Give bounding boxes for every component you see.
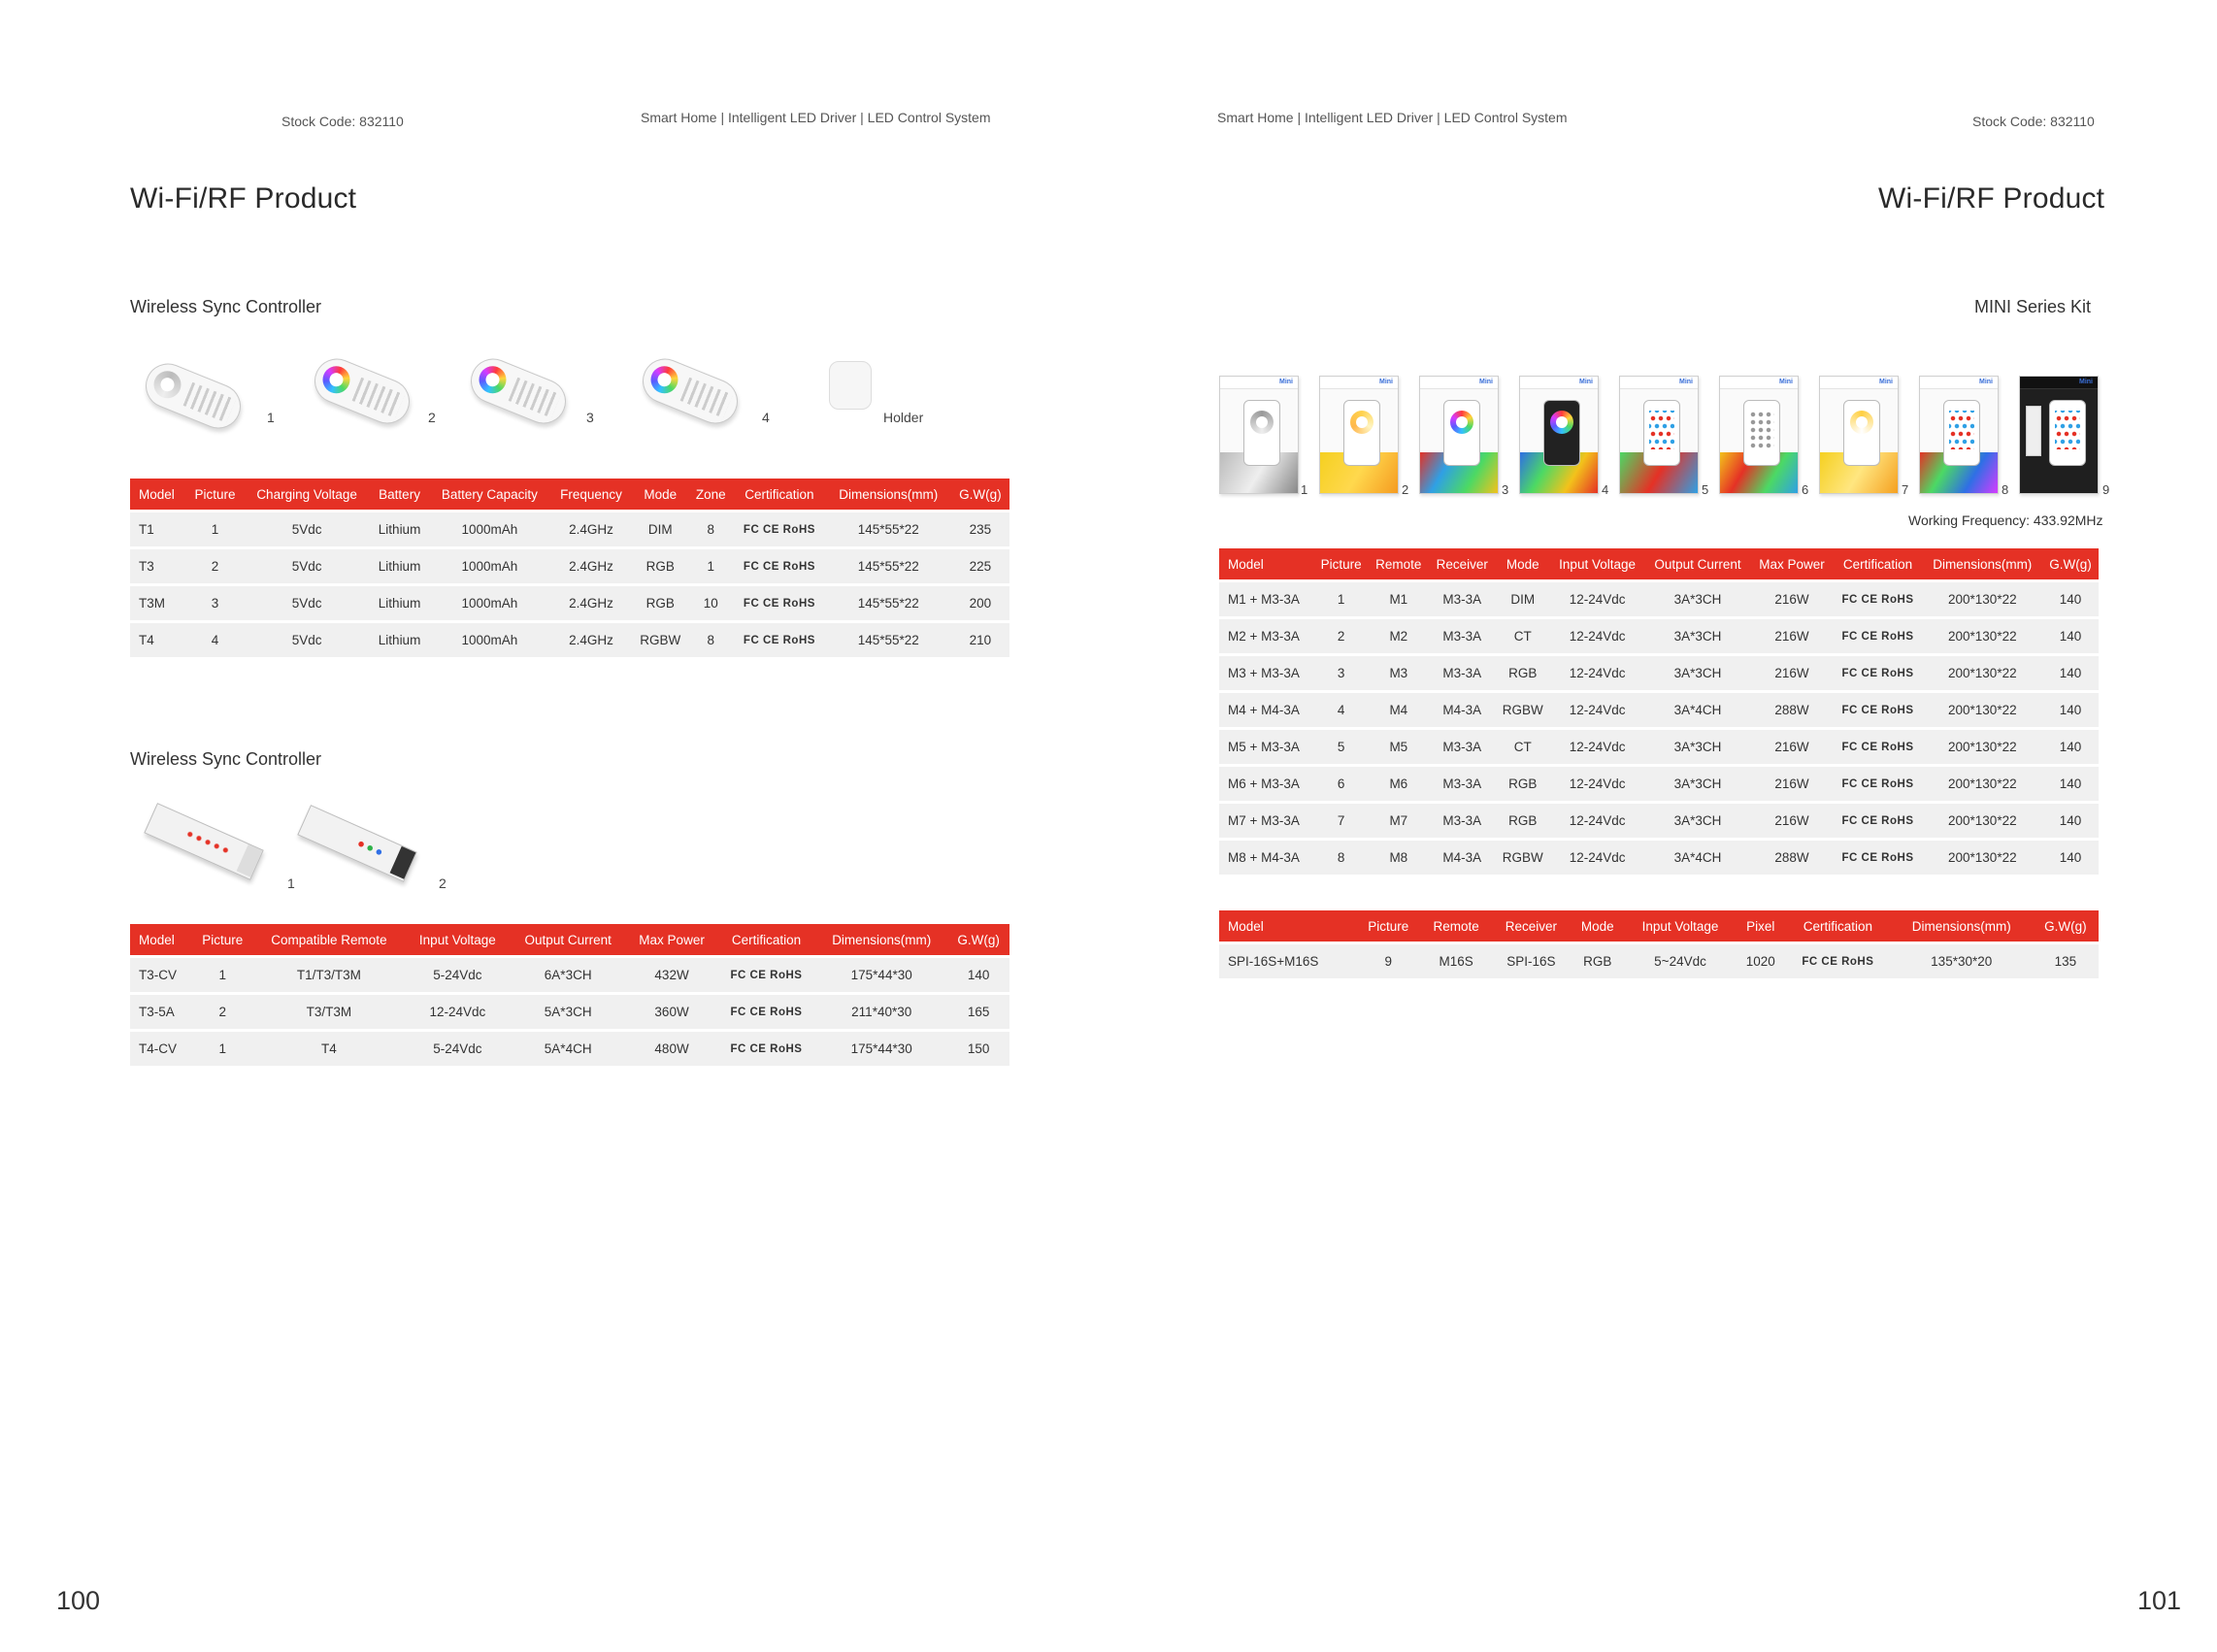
table-cell: 216W xyxy=(1751,730,1834,764)
remote-image-2 xyxy=(308,352,416,431)
table-row xyxy=(1219,804,2099,838)
page-number-right: 101 xyxy=(2137,1586,2182,1615)
table-cell: 4 xyxy=(1314,693,1369,727)
table-cell: RGB xyxy=(632,586,689,620)
certification-cell: FC CE RoHS xyxy=(717,958,815,992)
table-cell: DIM xyxy=(1496,582,1550,616)
table-cell: 3A*3CH xyxy=(1644,619,1750,653)
table-cell: 1000mAh xyxy=(429,512,550,546)
column-header: Certification xyxy=(1785,910,1891,942)
table-cell: 1000mAh xyxy=(429,586,550,620)
receiver-spec-table xyxy=(130,921,1009,1069)
picture-label: 2 xyxy=(439,876,447,891)
table-cell: 1 xyxy=(186,512,244,546)
table-cell: 10 xyxy=(689,586,733,620)
table-cell: 6 xyxy=(1314,767,1369,801)
column-header: Certification xyxy=(733,479,826,510)
driver-image-2 xyxy=(297,805,416,882)
table-cell: 288W xyxy=(1751,841,1834,875)
table-cell: 200*130*22 xyxy=(1923,582,2043,616)
picture-label: 1 xyxy=(1301,482,1308,497)
table-row xyxy=(130,586,1009,620)
column-header: Model xyxy=(1219,910,1356,942)
table-cell: 7 xyxy=(1314,804,1369,838)
column-header: Mode xyxy=(1571,910,1624,942)
column-header: Frequency xyxy=(550,479,632,510)
column-header: Dimensions(mm) xyxy=(826,479,951,510)
table-cell: M7 + M3-3A xyxy=(1219,804,1314,838)
table-cell: 200*130*22 xyxy=(1923,730,2043,764)
table-cell: 5 xyxy=(1314,730,1369,764)
table-cell: 5A*3CH xyxy=(510,995,626,1029)
table-cell: 12-24Vdc xyxy=(1550,804,1645,838)
table-cell: 9 xyxy=(1356,944,1420,978)
certification-cell: FC CE RoHS xyxy=(1833,730,1922,764)
table-cell: RGBW xyxy=(1496,693,1550,727)
table-cell: 432W xyxy=(626,958,716,992)
table-cell: 140 xyxy=(2042,619,2099,653)
table-row xyxy=(130,623,1009,657)
table-cell: 5Vdc xyxy=(244,512,371,546)
table-row xyxy=(130,995,1009,1029)
table-cell: 4 xyxy=(186,623,244,657)
table-cell: Lithium xyxy=(370,623,428,657)
table-cell: 200*130*22 xyxy=(1923,656,2043,690)
picture-label: 1 xyxy=(287,876,295,891)
column-header: Charging Voltage xyxy=(244,479,371,510)
table-cell: 216W xyxy=(1751,656,1834,690)
picture-label: 6 xyxy=(1802,482,1809,497)
table-cell: M6 + M3-3A xyxy=(1219,767,1314,801)
table-cell: T3M xyxy=(130,586,186,620)
column-header: Max Power xyxy=(626,924,716,955)
picture-label: 7 xyxy=(1902,482,1909,497)
table-cell: 2.4GHz xyxy=(550,512,632,546)
table-cell: 3 xyxy=(1314,656,1369,690)
table-cell: 5~24Vdc xyxy=(1624,944,1736,978)
table-cell: 140 xyxy=(2042,656,2099,690)
column-header: Compatible Remote xyxy=(252,924,405,955)
column-header: Input Voltage xyxy=(1624,910,1736,942)
kit-package-image-9 xyxy=(2019,376,2099,494)
column-header: Picture xyxy=(192,924,252,955)
column-header: G.W(g) xyxy=(2042,548,2099,579)
table-cell: 1 xyxy=(192,958,252,992)
table-cell: M4 xyxy=(1369,693,1429,727)
certification-cell: FC CE RoHS xyxy=(1833,841,1922,875)
table-cell: M8 + M4-3A xyxy=(1219,841,1314,875)
column-header: G.W(g) xyxy=(951,479,1009,510)
table-row xyxy=(1219,730,2099,764)
table-cell: 165 xyxy=(947,995,1009,1029)
certification-cell: FC CE RoHS xyxy=(717,995,815,1029)
kit-package-image-6 xyxy=(1719,376,1799,494)
table-cell: 12-24Vdc xyxy=(1550,693,1645,727)
table-header-row xyxy=(130,479,1009,510)
kit-brand: Mini xyxy=(2079,379,2093,385)
page-title-right: Wi-Fi/RF Product xyxy=(1878,182,2105,215)
certification-cell: FC CE RoHS xyxy=(733,512,826,546)
table-cell: 145*55*22 xyxy=(826,512,951,546)
table-cell: CT xyxy=(1496,730,1550,764)
table-cell: M2 + M3-3A xyxy=(1219,619,1314,653)
column-header: Input Voltage xyxy=(1550,548,1645,579)
kit-package-image-4 xyxy=(1519,376,1599,494)
table-cell: RGBW xyxy=(1496,841,1550,875)
table-cell: 211*40*30 xyxy=(815,995,947,1029)
section-heading-kits: MINI Series Kit xyxy=(1974,297,2092,316)
table-header-row xyxy=(1219,548,2099,579)
table-cell: 2.4GHz xyxy=(550,549,632,583)
table-cell: Lithium xyxy=(370,512,428,546)
table-cell: M3-3A xyxy=(1429,804,1496,838)
table-cell: DIM xyxy=(632,512,689,546)
certification-cell: FC CE RoHS xyxy=(733,623,826,657)
table-cell: M3-3A xyxy=(1429,656,1496,690)
table-cell: 5Vdc xyxy=(244,623,371,657)
kit-brand: Mini xyxy=(1979,379,1993,385)
table-cell: 150 xyxy=(947,1032,1009,1066)
section-heading-receivers: Wireless Sync Controller xyxy=(130,749,322,769)
table-header-row xyxy=(130,924,1009,955)
table-row xyxy=(1219,656,2099,690)
table-cell: 200*130*22 xyxy=(1923,619,2043,653)
column-header: Model xyxy=(130,479,186,510)
table-cell: M5 xyxy=(1369,730,1429,764)
column-header: Output Current xyxy=(1644,548,1750,579)
table-cell: RGB xyxy=(1496,804,1550,838)
table-row xyxy=(130,512,1009,546)
picture-label: 3 xyxy=(586,410,594,425)
table-cell: 8 xyxy=(689,623,733,657)
table-cell: 12-24Vdc xyxy=(1550,656,1645,690)
table-cell: 175*44*30 xyxy=(815,958,947,992)
table-cell: 135 xyxy=(2033,944,2099,978)
kit-brand: Mini xyxy=(1679,379,1693,385)
table-cell: 6A*3CH xyxy=(510,958,626,992)
table-cell: 2.4GHz xyxy=(550,623,632,657)
kit-brand: Mini xyxy=(1279,379,1293,385)
table-cell: 216W xyxy=(1751,619,1834,653)
picture-label: 5 xyxy=(1702,482,1709,497)
table-cell: 175*44*30 xyxy=(815,1032,947,1066)
picture-label: 8 xyxy=(2002,482,2009,497)
table-cell: 1 xyxy=(689,549,733,583)
table-cell: 140 xyxy=(2042,804,2099,838)
table-cell: 145*55*22 xyxy=(826,623,951,657)
column-header: Dimensions(mm) xyxy=(815,924,947,955)
certification-cell: FC CE RoHS xyxy=(1833,804,1922,838)
column-header: Model xyxy=(1219,548,1314,579)
table-row xyxy=(1219,619,2099,653)
kit-brand: Mini xyxy=(1779,379,1793,385)
column-header: Zone xyxy=(689,479,733,510)
table-cell: 200*130*22 xyxy=(1923,767,2043,801)
table-header-row xyxy=(1219,910,2099,942)
certification-cell: FC CE RoHS xyxy=(1833,619,1922,653)
column-header: Remote xyxy=(1420,910,1491,942)
column-header: Output Current xyxy=(510,924,626,955)
pixel-kit-spec-table xyxy=(1219,908,2099,981)
table-cell: M3-3A xyxy=(1429,767,1496,801)
kit-package-image-8 xyxy=(1919,376,1999,494)
column-header: Dimensions(mm) xyxy=(1891,910,2033,942)
table-cell: 360W xyxy=(626,995,716,1029)
table-cell: 3A*3CH xyxy=(1644,730,1750,764)
table-cell: 145*55*22 xyxy=(826,586,951,620)
picture-label: Holder xyxy=(883,410,924,425)
kit-brand: Mini xyxy=(1479,379,1493,385)
column-header: Picture xyxy=(186,479,244,510)
table-cell: 8 xyxy=(689,512,733,546)
table-cell: 235 xyxy=(951,512,1009,546)
column-header: Battery xyxy=(370,479,428,510)
table-cell: 140 xyxy=(2042,582,2099,616)
table-cell: 200*130*22 xyxy=(1923,804,2043,838)
certification-cell: FC CE RoHS xyxy=(733,549,826,583)
holder-image xyxy=(829,361,872,410)
table-cell: 140 xyxy=(2042,841,2099,875)
table-cell: SPI-16S+M16S xyxy=(1219,944,1356,978)
table-row xyxy=(130,958,1009,992)
table-cell: 200 xyxy=(951,586,1009,620)
column-header: Battery Capacity xyxy=(429,479,550,510)
table-cell: 3A*3CH xyxy=(1644,767,1750,801)
page-number-left: 100 xyxy=(56,1586,101,1615)
column-header: Receiver xyxy=(1492,910,1571,942)
table-cell: M2 xyxy=(1369,619,1429,653)
picture-label: 4 xyxy=(762,410,770,425)
column-header: Picture xyxy=(1356,910,1420,942)
table-cell: 12-24Vdc xyxy=(406,995,510,1029)
column-header: Certification xyxy=(1833,548,1922,579)
table-cell: M3-3A xyxy=(1429,619,1496,653)
table-cell: 3A*3CH xyxy=(1644,804,1750,838)
kit-brand: Mini xyxy=(1879,379,1893,385)
header-nav-left: Smart Home | Intelligent LED Driver | LED Control System xyxy=(641,110,991,125)
working-frequency: Working Frequency: 433.92MHz xyxy=(1908,512,2103,528)
table-cell: 200*130*22 xyxy=(1923,693,2043,727)
table-cell: 216W xyxy=(1751,582,1834,616)
column-header: Receiver xyxy=(1429,548,1496,579)
table-cell: 3A*3CH xyxy=(1644,656,1750,690)
table-cell: 2.4GHz xyxy=(550,586,632,620)
picture-label: 4 xyxy=(1602,482,1609,497)
kit-package-image-2 xyxy=(1319,376,1399,494)
table-cell: T1 xyxy=(130,512,186,546)
table-cell: 1000mAh xyxy=(429,549,550,583)
table-cell: 3 xyxy=(186,586,244,620)
column-header: Mode xyxy=(632,479,689,510)
column-header: Dimensions(mm) xyxy=(1923,548,2043,579)
table-cell: M3 + M3-3A xyxy=(1219,656,1314,690)
table-cell: T4 xyxy=(252,1032,405,1066)
table-cell: 12-24Vdc xyxy=(1550,841,1645,875)
header-nav-right: Smart Home | Intelligent LED Driver | LED Control System xyxy=(1217,110,1568,125)
table-row xyxy=(1219,841,2099,875)
table-cell: RGBW xyxy=(632,623,689,657)
certification-cell: FC CE RoHS xyxy=(733,586,826,620)
kit-package-image-5 xyxy=(1619,376,1699,494)
table-cell: 12-24Vdc xyxy=(1550,730,1645,764)
table-cell: RGB xyxy=(1496,656,1550,690)
table-row xyxy=(1219,944,2099,978)
table-cell: T4 xyxy=(130,623,186,657)
table-cell: 140 xyxy=(2042,767,2099,801)
table-cell: 200*130*22 xyxy=(1923,841,2043,875)
remote-spec-table xyxy=(130,476,1009,660)
table-row xyxy=(1219,582,2099,616)
table-row xyxy=(130,1032,1009,1066)
table-cell: M5 + M3-3A xyxy=(1219,730,1314,764)
table-cell: RGB xyxy=(632,549,689,583)
picture-label: 1 xyxy=(267,410,275,425)
table-cell: 8 xyxy=(1314,841,1369,875)
column-header: Input Voltage xyxy=(406,924,510,955)
table-cell: CT xyxy=(1496,619,1550,653)
table-cell: 5-24Vdc xyxy=(406,958,510,992)
table-cell: 12-24Vdc xyxy=(1550,767,1645,801)
column-header: Remote xyxy=(1369,548,1429,579)
table-cell: 140 xyxy=(947,958,1009,992)
table-cell: 3A*4CH xyxy=(1644,841,1750,875)
column-header: Model xyxy=(130,924,192,955)
kit-brand: Mini xyxy=(1379,379,1393,385)
table-cell: M3 xyxy=(1369,656,1429,690)
table-cell: M3-3A xyxy=(1429,582,1496,616)
table-cell: M4-3A xyxy=(1429,693,1496,727)
section-heading-remotes: Wireless Sync Controller xyxy=(130,297,322,316)
table-row xyxy=(1219,693,2099,727)
certification-cell: FC CE RoHS xyxy=(1833,656,1922,690)
picture-label: 2 xyxy=(1402,482,1409,497)
table-cell: SPI-16S xyxy=(1492,944,1571,978)
table-cell: M6 xyxy=(1369,767,1429,801)
remote-image-1 xyxy=(139,357,248,436)
table-cell: 2 xyxy=(192,995,252,1029)
table-cell: T1/T3/T3M xyxy=(252,958,405,992)
table-cell: RGB xyxy=(1496,767,1550,801)
column-header: Picture xyxy=(1314,548,1369,579)
table-cell: T3-CV xyxy=(130,958,192,992)
column-header: Pixel xyxy=(1737,910,1785,942)
kit-package-image-1 xyxy=(1219,376,1299,494)
table-cell: 1 xyxy=(1314,582,1369,616)
page-title-left: Wi-Fi/RF Product xyxy=(130,182,357,215)
table-cell: 5Vdc xyxy=(244,549,371,583)
kit-package-image-7 xyxy=(1819,376,1899,494)
table-cell: 3A*3CH xyxy=(1644,582,1750,616)
table-cell: M8 xyxy=(1369,841,1429,875)
picture-label: 3 xyxy=(1502,482,1509,497)
table-cell: 1020 xyxy=(1737,944,1785,978)
table-row xyxy=(1219,767,2099,801)
table-cell: 5-24Vdc xyxy=(406,1032,510,1066)
table-cell: 3A*4CH xyxy=(1644,693,1750,727)
table-cell: M3-3A xyxy=(1429,730,1496,764)
table-cell: 5Vdc xyxy=(244,586,371,620)
table-cell: 225 xyxy=(951,549,1009,583)
column-header: Mode xyxy=(1496,548,1550,579)
certification-cell: FC CE RoHS xyxy=(717,1032,815,1066)
stock-code-right: Stock Code: 832110 xyxy=(1972,114,2095,129)
table-cell: 12-24Vdc xyxy=(1550,619,1645,653)
table-cell: 216W xyxy=(1751,804,1834,838)
stock-code-left: Stock Code: 832110 xyxy=(281,114,404,129)
table-cell: T3-5A xyxy=(130,995,192,1029)
table-cell: 135*30*20 xyxy=(1891,944,2033,978)
picture-label: 9 xyxy=(2102,482,2110,497)
table-cell: M4-3A xyxy=(1429,841,1496,875)
table-cell: M1 + M3-3A xyxy=(1219,582,1314,616)
table-cell: 210 xyxy=(951,623,1009,657)
table-cell: M4 + M4-3A xyxy=(1219,693,1314,727)
table-cell: T4-CV xyxy=(130,1032,192,1066)
table-cell: 12-24Vdc xyxy=(1550,582,1645,616)
table-cell: Lithium xyxy=(370,549,428,583)
column-header: G.W(g) xyxy=(2033,910,2099,942)
table-cell: M16S xyxy=(1420,944,1491,978)
table-cell: M1 xyxy=(1369,582,1429,616)
table-cell: 2 xyxy=(1314,619,1369,653)
table-cell: 1 xyxy=(192,1032,252,1066)
kit-package-image-3 xyxy=(1419,376,1499,494)
column-header: Certification xyxy=(717,924,815,955)
table-cell: M7 xyxy=(1369,804,1429,838)
kit-spec-table xyxy=(1219,545,2099,877)
picture-label: 2 xyxy=(428,410,436,425)
certification-cell: FC CE RoHS xyxy=(1785,944,1891,978)
table-cell: 5A*4CH xyxy=(510,1032,626,1066)
table-cell: 480W xyxy=(626,1032,716,1066)
table-cell: 2 xyxy=(186,549,244,583)
table-cell: RGB xyxy=(1571,944,1624,978)
kit-brand: Mini xyxy=(1579,379,1593,385)
table-cell: 1000mAh xyxy=(429,623,550,657)
driver-image-1 xyxy=(144,803,263,880)
table-cell: Lithium xyxy=(370,586,428,620)
table-row xyxy=(130,549,1009,583)
remote-image-3 xyxy=(464,352,573,431)
table-cell: 140 xyxy=(2042,693,2099,727)
table-cell: 140 xyxy=(2042,730,2099,764)
table-cell: 145*55*22 xyxy=(826,549,951,583)
certification-cell: FC CE RoHS xyxy=(1833,693,1922,727)
table-cell: 216W xyxy=(1751,767,1834,801)
table-cell: T3/T3M xyxy=(252,995,405,1029)
certification-cell: FC CE RoHS xyxy=(1833,582,1922,616)
column-header: G.W(g) xyxy=(947,924,1009,955)
certification-cell: FC CE RoHS xyxy=(1833,767,1922,801)
remote-image-4 xyxy=(636,352,745,431)
table-cell: T3 xyxy=(130,549,186,583)
column-header: Max Power xyxy=(1751,548,1834,579)
table-cell: 288W xyxy=(1751,693,1834,727)
